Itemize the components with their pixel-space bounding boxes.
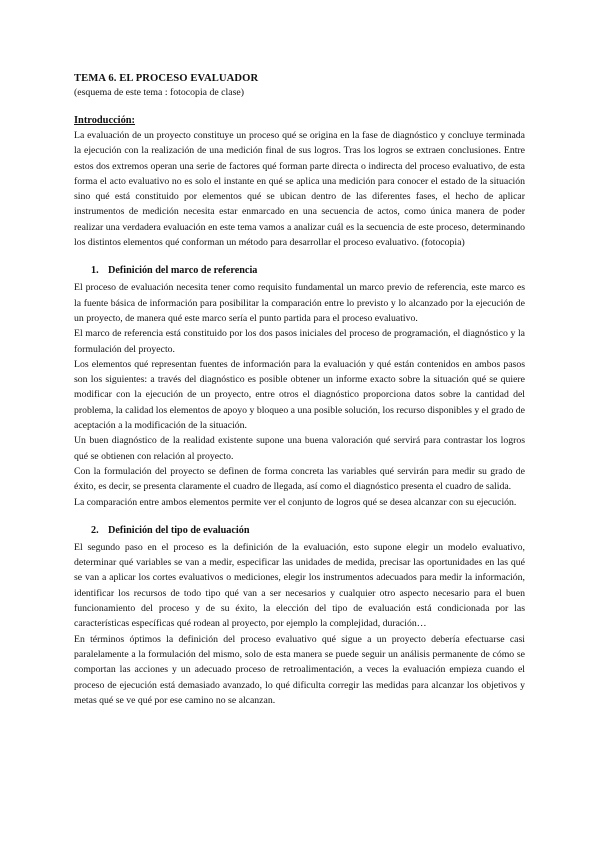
section-2-paragraph: El segundo paso en el proceso es la definición de la evaluación, esto supone elegir un modelo evaluativo, determinar qué variables se van a medir, especificar las unidades de medida, precisar las oportunidades en las qué se van a aplicar los cortes evaluativos o mediciones, elegir los instrumentos adecuados para medir la información, identificar los recursos de todo tipo qué van a ser necesarios y cualquier otro aspecto necesario para el buen funcionamiento del proceso y de su éxito, la elección del tipo de evaluación está condicionada por las características específicas qué rodean al proyecto, por ejemplo la complejidad, duración…: [74, 541, 525, 630]
section-1-title: Definición del marco de referencia: [108, 265, 258, 277]
section-1-paragraph: El proceso de evaluación necesita tener como requisito fundamental un marco previo de referencia, este marco es la fuente básica de información para posibilitar la comparación entre lo previsto y lo alcanzado por la ejecución de un proyecto, de manera qué este marco sería el punto partida para el proceso evaluativo.: [74, 282, 525, 324]
page-subtitle: (esquema de este tema : fotocopia de clase): [74, 87, 245, 98]
page-title: TEMA 6. EL PROCESO EVALUADOR: [74, 73, 259, 84]
section-1-paragraph: Un buen diagnóstico de la realidad existente supone una buena valoración qué servirá para contrastar los logros qué se obtienen con relación al proyecto.: [74, 435, 525, 462]
section-2-heading: [74, 524, 525, 538]
section-1-paragraph: Los elementos qué representan fuentes de información para la evaluación y qué están contenidos en ambos pasos son los siguientes: a través del diagnóstico es posible obtener un informe exacto sobre la situación qué se quiere modificar con la ejecución de un proyecto, entre otros el diagnóstico proporciona datos sobre la cantidad del problema, la calidad los elementos de apoyo y bloqueo a una posible solución, los recurso disponibles y el grado de aceptación a la modificación de la situación.: [74, 358, 525, 432]
section-1-paragraph: Con la formulación del proyecto se definen de forma concreta las variables qué servirán para medir su grado de éxito, es decir, se presenta claramente el cuadro de llegada, así como el diagnóstico presenta el cuadro de salida.: [74, 465, 525, 493]
section-2-paragraph: En términos óptimos la definición del proceso evaluativo qué sigue a un proyecto debería efectuarse casi paralelamente a la formulación del mismo, solo de esta manera se puede seguir un análisis permanente de cómo se comportan las acciones y un adecuado proceso de retroalimentación, a veces la evaluación empieza cuando el proceso de ejecución está demasiado avanzado, lo qué dificulta corregir las medidas para alcanzar los objetivos y metas qué se ve qué por ese camino no se alcanzan.: [74, 633, 525, 706]
section-1-paragraph: La comparación entre ambos elementos permite ver el conjunto de logros qué se desea alcanzar con su ejecución.: [74, 496, 517, 508]
section-2-number: 2.: [91, 524, 99, 536]
section-1-number: 1.: [91, 265, 99, 277]
section-1-paragraph: El marco de referencia está constituido por los dos pasos iniciales del proceso de programación, el diagnóstico y la formulación del proyecto.: [74, 328, 525, 355]
intro-heading: Introducción:: [74, 115, 136, 126]
section-1-heading: [74, 264, 525, 278]
section-2-title: Definición del tipo de evaluación: [108, 524, 250, 536]
document-body: [74, 72, 525, 708]
intro-paragraph: La evaluación de un proyecto constituye un proceso qué se origina en la fase de diagnóstico y concluye terminada la ejecución con la realización de una medición final de sus logros. Tras los logros se extraen conclusiones. Entre estos dos extremos operan una serie de factores qué forman parte directa o indirecta del proceso evaluativo, de esta forma el acto evaluativo no es solo el instante en qué se aplica una medición para conocer el estado de la situación sino qué está constituido por elementos qué se ubican dentro de las diferentes fases, el hecho de aplicar instrumentos de medición necesita estar enmarcado en una secuencia de actos, como única manera de poder realizar una verdadera evaluación en este tema vamos a analizar cuál es la secuencia de este proceso, determinando los distintos elementos qué conforman un método para desarrollar el proceso evaluativo. (fotocopia): [74, 130, 525, 249]
